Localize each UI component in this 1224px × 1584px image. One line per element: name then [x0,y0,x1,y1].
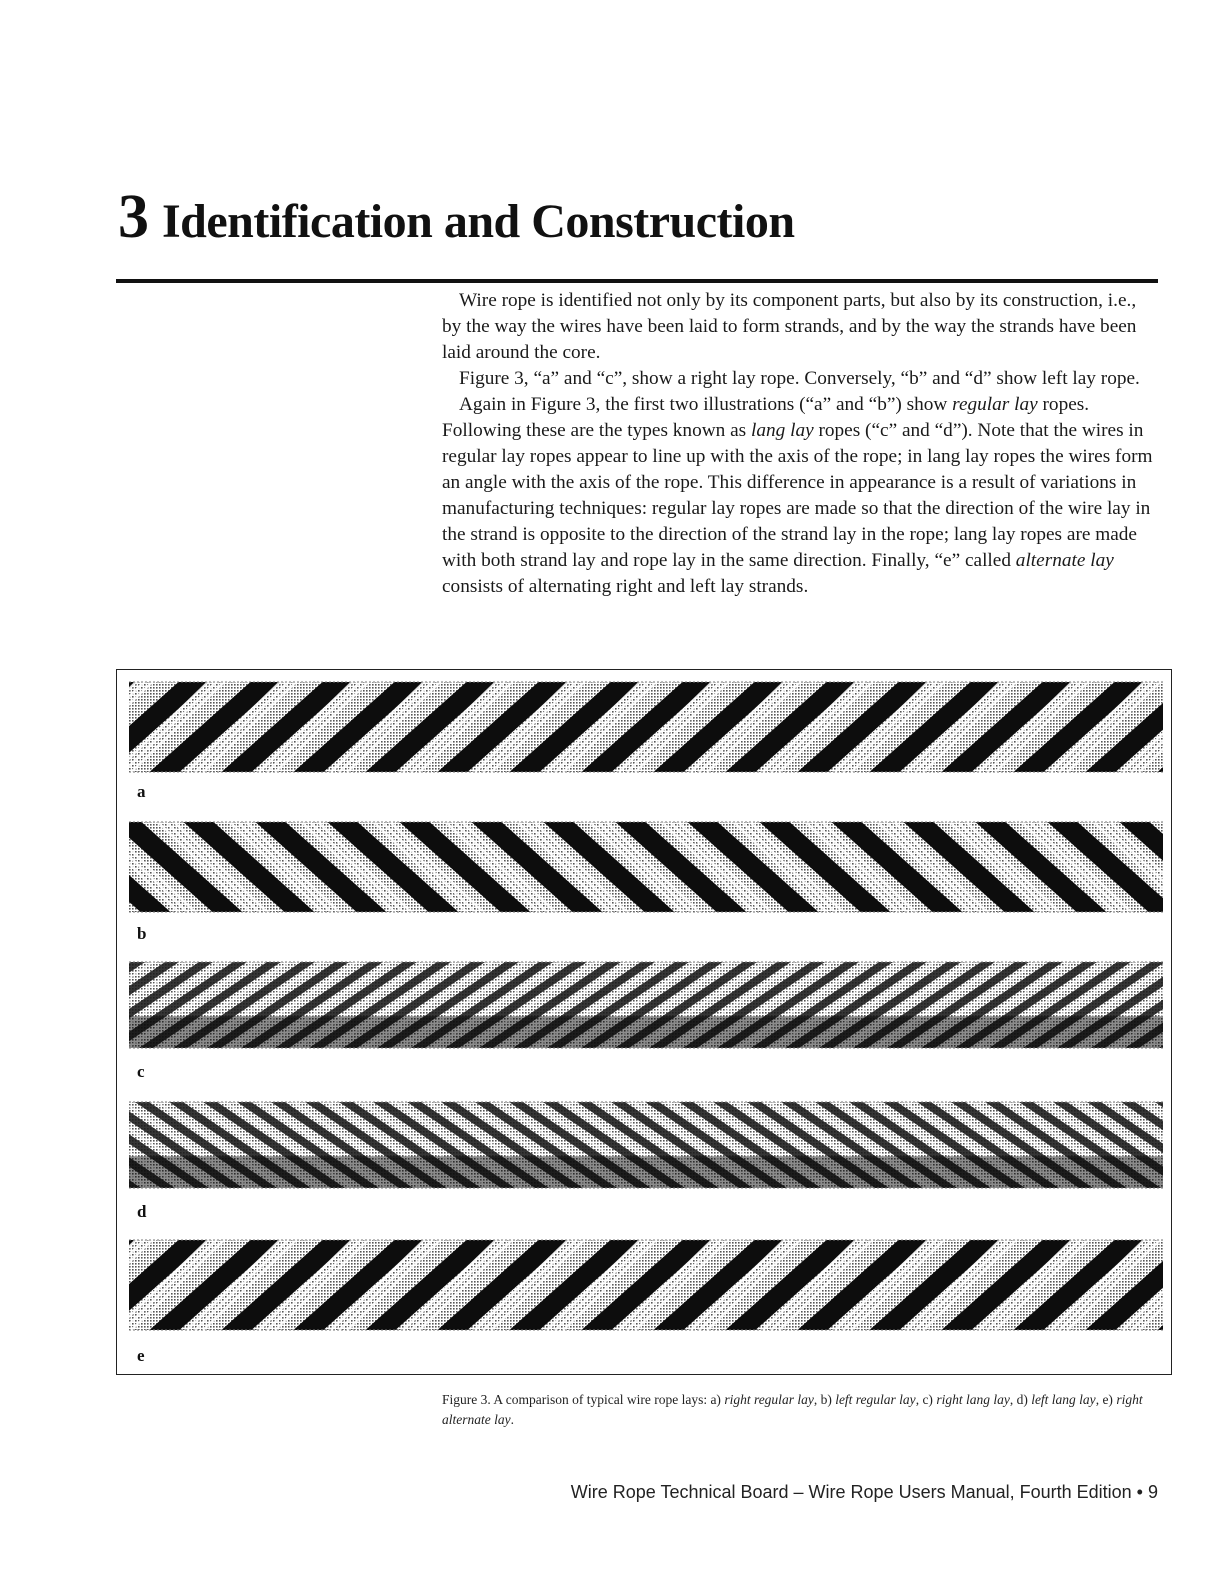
panel-label-c: c [137,1062,145,1081]
caption-text: , b) [813,1392,836,1407]
rope-image-d [129,1098,1163,1192]
rope-panel-e [129,1236,1163,1334]
chapter-title: Identification and Construction [162,195,795,248]
caption-term-e: right alternate lay [442,1392,1143,1427]
paragraph-3-text: ropes. Following these are the types known as [442,394,1090,441]
paragraph-3-text: ropes (“c” and “d”). Note that the wires in regular lay ropes appear to line up with the axis of the rope; in lang lay ropes the wires form an angle with the axis of the rope. This difference in appearance is a result of variations in manufacturing techniques: regular lay ropes are made so that the direction of the wire lay in the strand is opposite to the direction of the strand lay in the rope; lang lay ropes are made with both strand lay and rope lay in the same direction. Finally, “e” called [442,420,1153,571]
chapter-rule [116,279,1158,283]
paragraph-2: Figure 3, “a” and “c”, show a right lay rope. Conversely, “b” and “d” show left lay rope. [459,368,1140,389]
paragraph-3 [442,392,1158,600]
figure-3-frame [116,669,1172,1375]
caption-term-b: left regular lay [835,1392,916,1407]
term-lang-lay: lang lay [750,420,814,441]
caption-text: Figure 3. A comparison of typical wire rope lays: a) [442,1392,725,1407]
body-text [442,288,1158,600]
caption-term-a: right regular lay [724,1392,814,1407]
rope-image-c [129,958,1163,1052]
caption-text: . [510,1412,514,1427]
paragraph-3-text: Again in Figure 3, the first two illustrations (“a” and “b”) show [459,394,953,415]
panel-label-a: a [137,782,146,801]
caption-text: , d) [1009,1392,1032,1407]
term-regular-lay: regular lay [952,394,1038,415]
chapter-number: 3 [118,183,148,251]
rope-panel-c [129,958,1163,1052]
rope-image-a [129,678,1163,776]
figure-caption [442,1390,1158,1430]
caption-term-d: left lang lay [1031,1392,1096,1407]
chapter-heading [118,183,795,251]
panel-label-e: e [137,1346,145,1365]
rope-image-e [129,1236,1163,1334]
rope-panel-a [129,678,1163,776]
term-alternate-lay: alternate lay [1015,550,1114,571]
panel-label-b: b [137,924,147,943]
panel-label-d: d [137,1202,147,1221]
rope-panel-b [129,818,1163,916]
rope-panel-d [129,1098,1163,1192]
caption-text: , c) [915,1392,937,1407]
caption-text: , e) [1095,1392,1117,1407]
paragraph-3-text: consists of alternating right and left lay strands. [442,576,809,597]
paragraph-1: Wire rope is identified not only by its component parts, but also by its construction, i.e., by the way the wires have been laid to form strands, and by the way the strands have been laid around the core. [442,290,1137,363]
rope-image-b [129,818,1163,916]
running-footer: Wire Rope Technical Board – Wire Rope Users Manual, Fourth Edition • 9 [570,1482,1158,1502]
caption-term-c: right lang lay [936,1392,1010,1407]
